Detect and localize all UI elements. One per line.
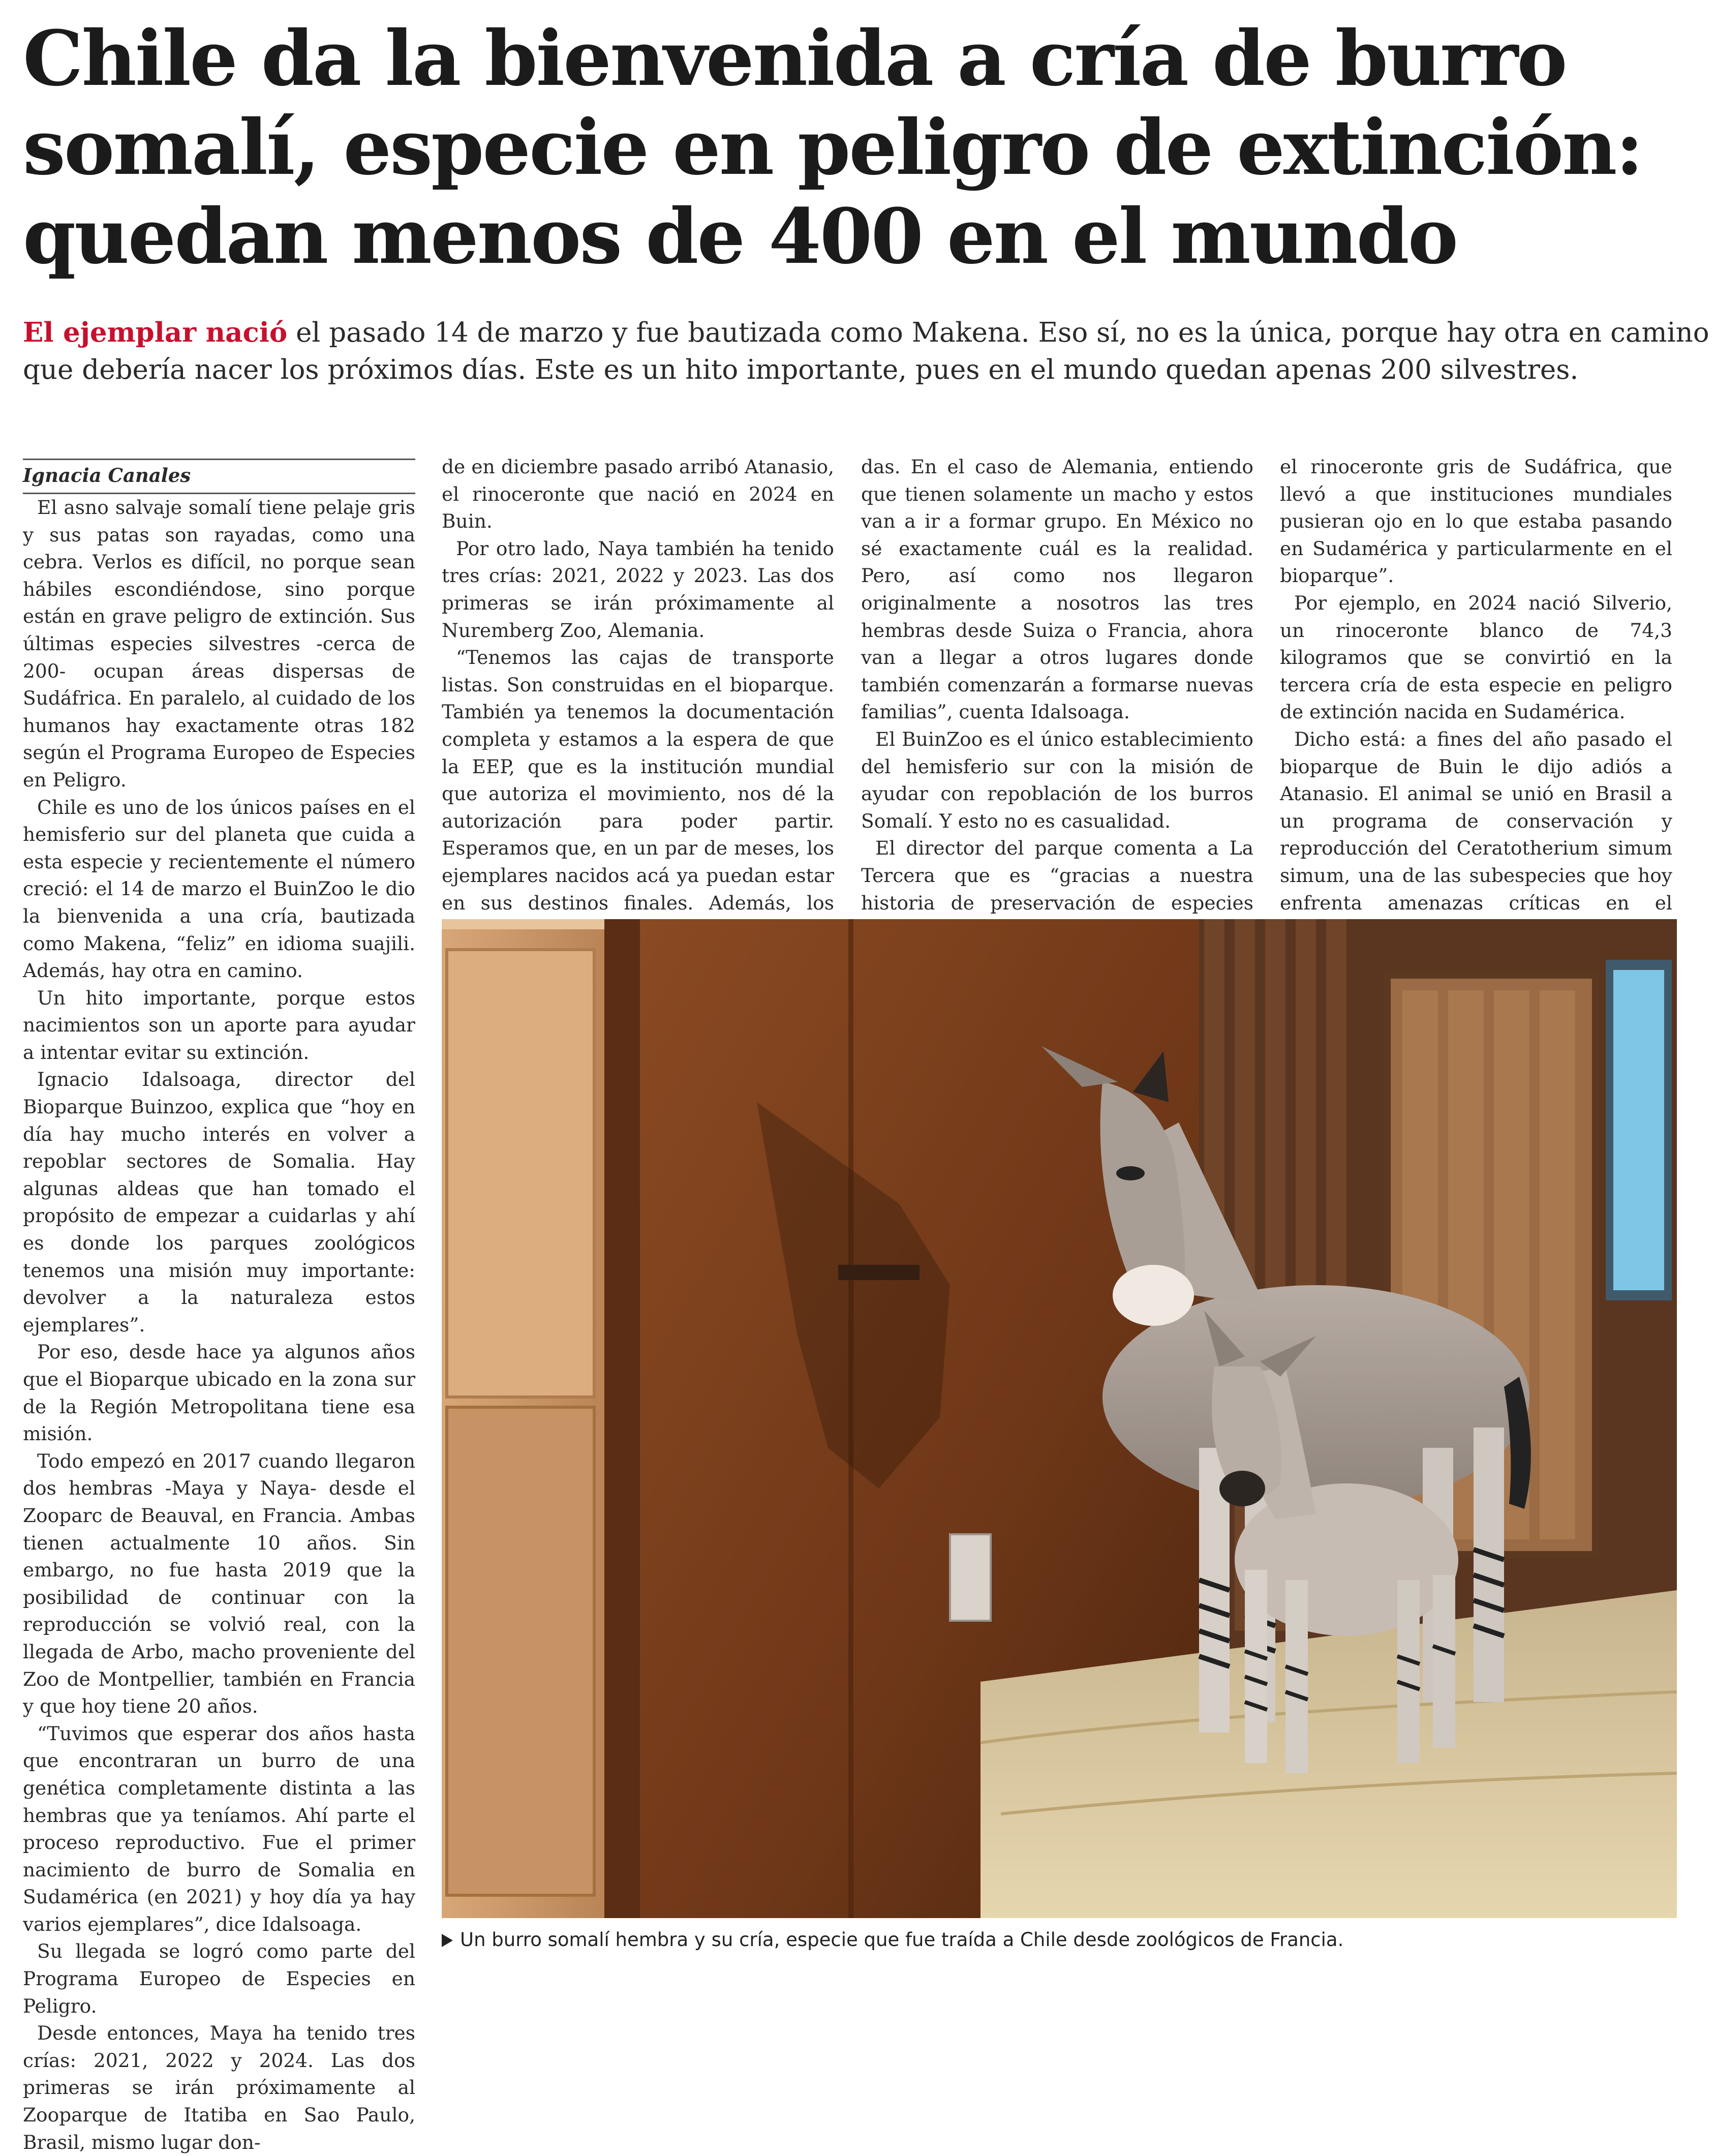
deck-line: que debería nacer los próximos días. Este es un hito importante, pues en el mundo quedan apenas 200 silvestres. [23, 354, 1579, 385]
headline-line: Chile da la bienvenida a cría de burro [23, 14, 1566, 103]
deck-kicker: El ejemplar nació [23, 317, 288, 348]
paragraph: de en diciembre pasado arribó Atanasio, el rinoceronte que nació en 2024 en Buin. [442, 456, 834, 533]
article-column-3 [861, 453, 1253, 944]
headline-line: quedan menos de 400 en el mundo [23, 192, 1457, 281]
donkey-photo-illustration [442, 919, 1677, 1918]
paragraph: Su llegada se logró como parte del Programa Europeo de Especies en Peligro. [23, 1940, 415, 2017]
paragraph: Todo empezó en 2017 cuando llegaron dos hembras -Maya y Naya- desde el Zooparc de Beauval, en Francia. Ambas tienen actualmente 10 años. Sin embargo, no fue hasta 2019 que la posibilidad de continuar con la reproducción se volvió real, con la llegada de Arbo, macho proveniente del Zoo de Montpellier, también en Francia y que hoy tiene 20 años. [23, 1449, 415, 1718]
byline-rule [23, 459, 415, 460]
paragraph: Por eso, desde hace ya algunos años que el Bioparque ubicado en la zona sur de la Región Metropolitana tiene esa misión. [23, 1341, 415, 1445]
caption-triangle-icon [442, 1934, 453, 1947]
photo-caption [442, 1927, 1677, 1953]
paragraph: El asno salvaje somalí tiene pelaje gris y sus patas son rayadas, como una cebra. Verlos es difícil, no porque sean hábiles escondiéndose, sino porque están en grave peligro de extinción. Sus últimas especies silvestres -cerca de 200- ocupan áreas dispersas de Sudáfrica. En paralelo, al cuidado de los humanos hay exactamente otras 182 según el Programa Europeo de Especies en Peligro. [23, 496, 415, 791]
byline: Ignacia Canales [23, 463, 415, 494]
article-column-1 [23, 459, 415, 2156]
paragraph: Un hito importante, porque estos nacimientos son un aporte para ayudar a intentar evitar su extinción. [23, 986, 415, 1064]
paragraph: Chile es uno de los únicos países en el hemisferio sur del planeta que cuida a esta especie y recientemente el número creció: el 14 de marzo el BuinZoo le dio la bienvenida a una cría, bautizada como Makena, “feliz” en idioma suajili. Además, hay otra en camino. [23, 796, 415, 982]
donkey-photo [442, 919, 1677, 1918]
caption-text: Un burro somalí hembra y su cría, especie que fue traída a Chile desde zoológicos de Francia. [460, 1929, 1344, 1951]
article-column-4 [1280, 453, 1672, 944]
paragraph: Por otro lado, Naya también ha tenido tres crías: 2021, 2022 y 2023. Las dos primeras se irán próximamente al Nuremberg Zoo, Alemania. [442, 537, 834, 642]
paragraph: Desde entonces, Maya ha tenido tres crías: 2021, 2022 y 2024. Las dos primeras se irán próximamente al Zooparque de Itatiba en Sao Paulo, Brasil, mismo lugar don- [23, 2022, 415, 2153]
deck-line [23, 314, 1709, 351]
deck [23, 314, 1709, 388]
deck-text: el pasado 14 de marzo y fue bautizada como Makena. Eso sí, no es la única, porque hay otra en camino [287, 317, 1709, 348]
paragraph: el rinoceronte gris de Sudáfrica, que llevó a que instituciones mundiales pusieran ojo en lo que estaba pasando en Sudamérica y particularmente en el bioparque”. [1280, 456, 1672, 587]
paragraph: das. En el caso de Alemania, entiendo que tienen solamente un macho y estos van a ir a formar grupo. En México no sé exactamente cuál es la realidad. Pero, así como nos llegaron originalmente a nosotros las tres hembras desde Suiza o Francia, ahora van a llegar a otros lugares donde también comenzarán a formarse nuevas familias”, cuenta Idalsoaga. [861, 456, 1253, 723]
paragraph-text: Dicho está: a fines del año pasado el bioparque de Buin le dijo adiós a Atanasio. El animal se unió en Brasil a un programa de conservación y reproducción del Ceratotherium simum simum, una de las subespecies que hoy enfrenta amenazas críticas en el [1280, 727, 1672, 914]
paragraph: Por ejemplo, en 2024 nació Silverio, un rinoceronte blanco de 74,3 kilogramos que se convirtió en la tercera cría de esta especie en peligro de extinción nacida en Sudamérica. [1280, 591, 1672, 723]
paragraph: El director del parque comenta a La Tercera que es “gracias a nuestra historia de preservación de especies [861, 837, 1253, 914]
paragraph: “Tuvimos que esperar dos años hasta que encontraran un burro de una genética completamente distinta a las hembras que ya teníamos. Ahí parte el proceso reproductivo. Fue el primer nacimiento de burro de Somalia en Sudamérica (en 2021) y hoy día ya hay varios ejemplares”, dice Idalsoaga. [23, 1722, 415, 1935]
article-column-2 [442, 453, 834, 971]
headline [23, 14, 1690, 281]
paragraph: Ignacio Idalsoaga, director del Bioparque Buinzoo, explica que “hoy en día hay mucho interés en volver a repoblar sectores de Somalia. Hay algunas aldeas que han tomado el propósito de empezar a cuidarlas y ahí es donde los parques zoológicos tenemos una misión muy importante: devolver a la naturaleza estos ejemplares”. [23, 1068, 415, 1336]
paragraph: El BuinZoo es el único establecimiento del hemisferio sur con la misión de ayudar con repoblación de los burros Somalí. Y esto no es casualidad. [861, 727, 1253, 832]
paragraph [1280, 726, 1672, 944]
paragraph: “Tenemos las cajas de transporte listas. Son construidas en el bioparque. También ya tenemos la documentación completa y estamos a la espera de que la EEP, que es la institución mundial que autoriza el movimiento, nos dé la autorización para poder partir. Esperamos que, en un par de meses, los ejemplares nacidos acá ya puedan estar en sus destinos finales. Además, los [442, 646, 834, 914]
headline-line: somalí, especie en peligro de extinción: [23, 103, 1642, 192]
